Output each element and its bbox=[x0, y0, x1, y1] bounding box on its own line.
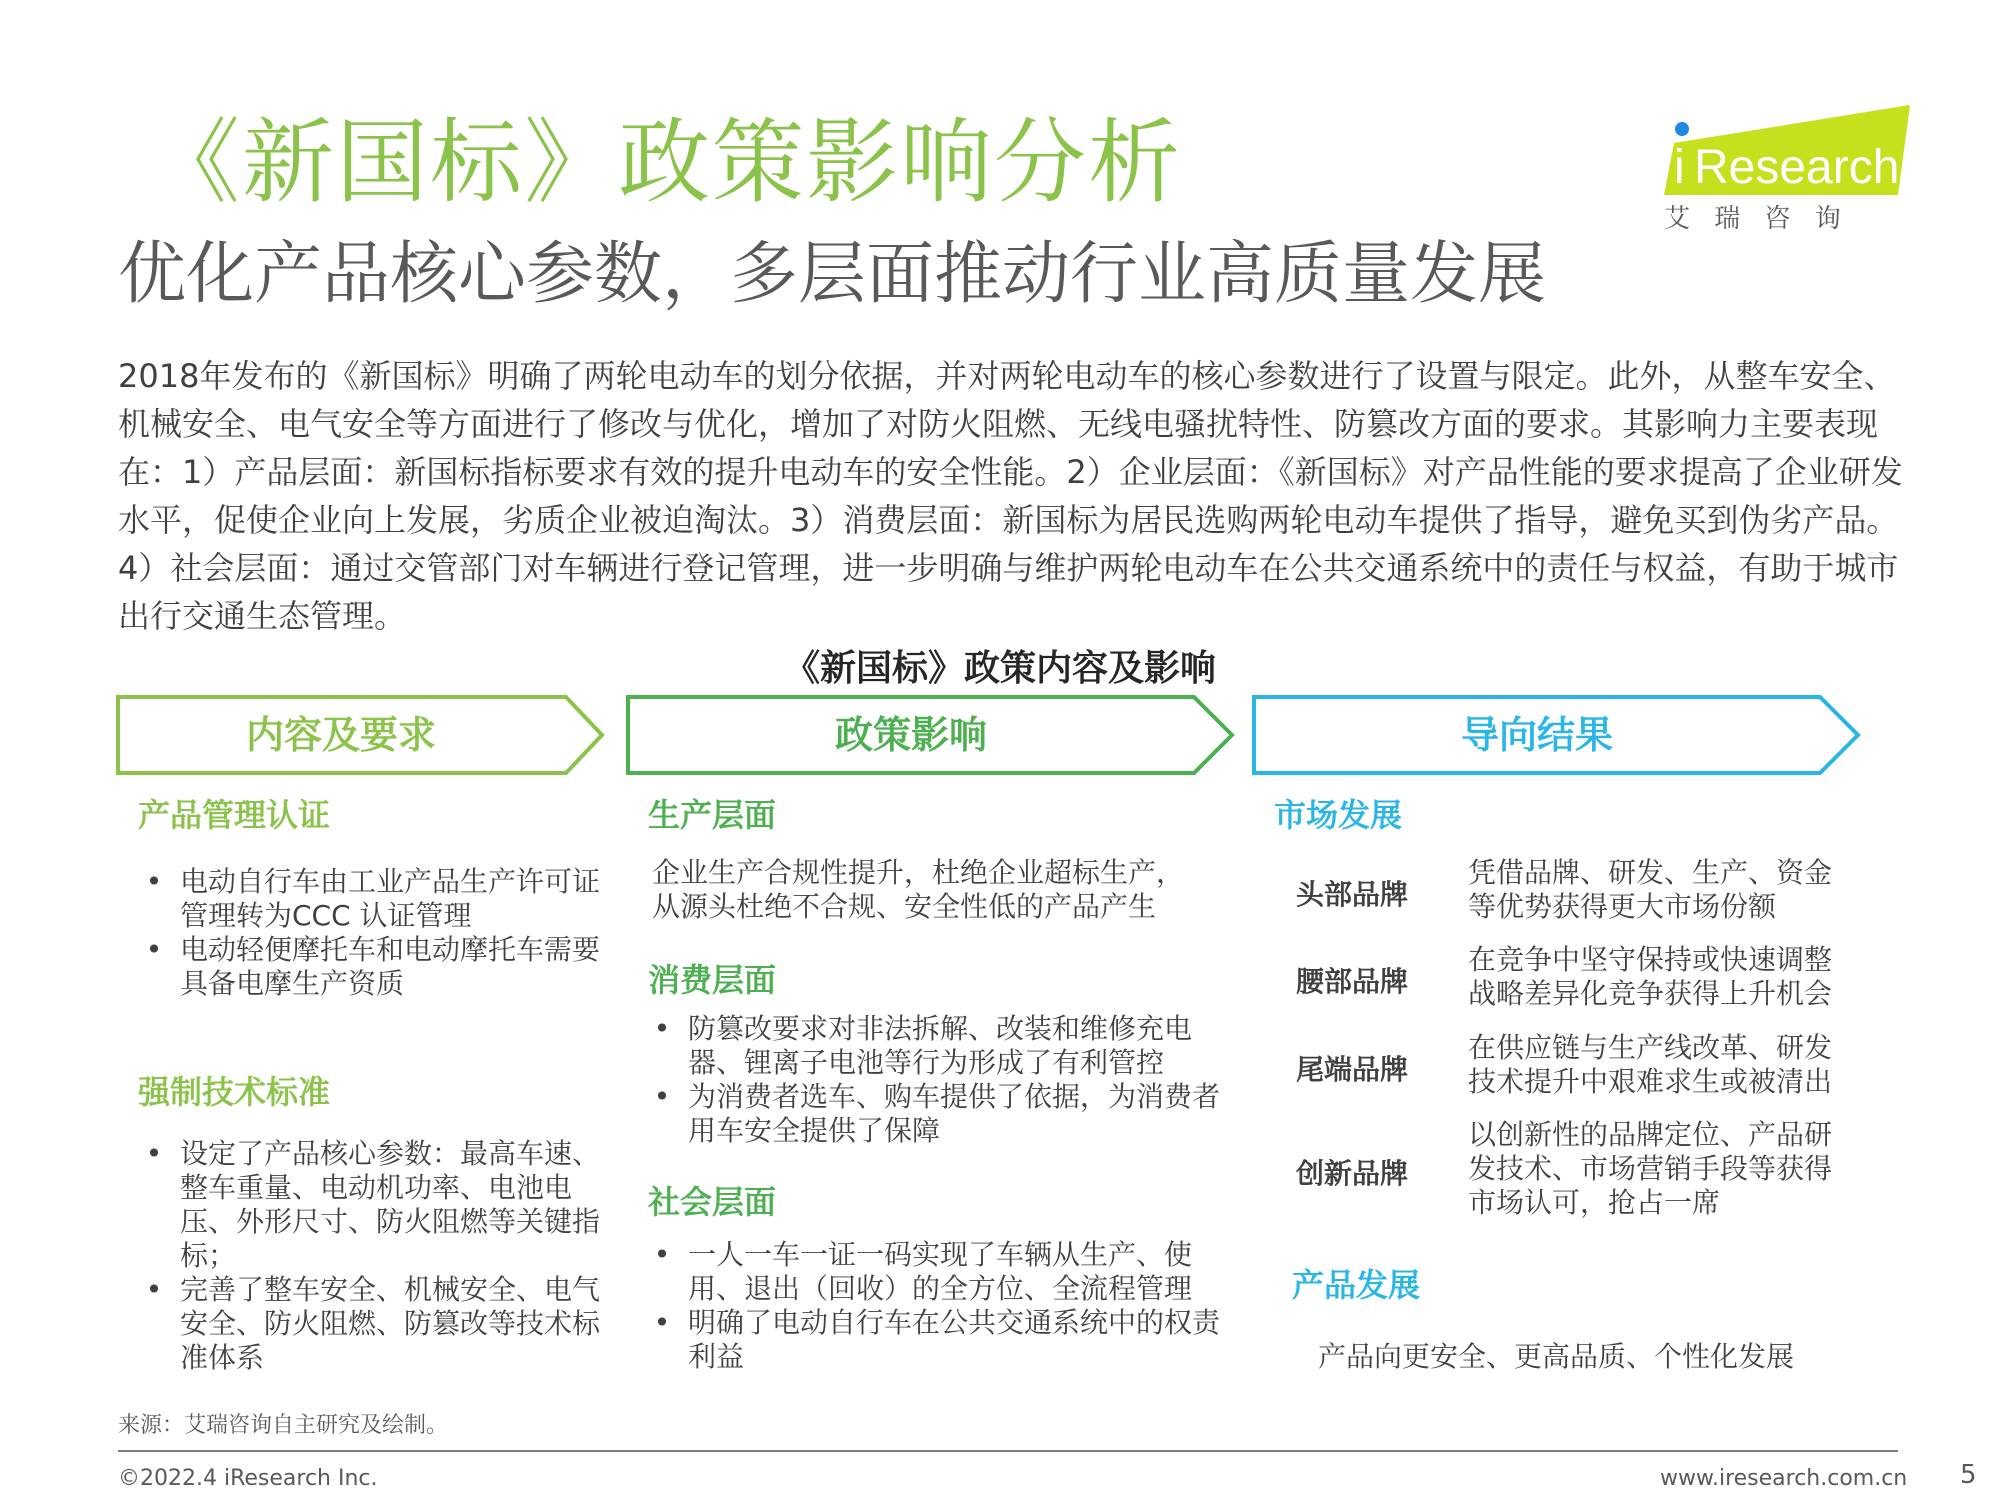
col3-product-text: 产品向更安全、更高品质、个性化发展 bbox=[1318, 1340, 1795, 1373]
col1-section-title: 产品管理认证 bbox=[138, 796, 331, 834]
col2-list bbox=[652, 1238, 1228, 1374]
list-item: • 电动自行车由工业产品生产许可证管理转为CCC 认证管理 bbox=[180, 865, 600, 933]
list-item: • 电动轻便摩托车和电动摩托车需要具备电摩生产资质 bbox=[180, 933, 600, 1001]
website-link[interactable]: www.iresearch.com.cn bbox=[1660, 1466, 1908, 1491]
list-item: • 一人一车一证一码实现了车辆从生产、使用、退出（回收）的全方位、全流程管理 bbox=[688, 1238, 1228, 1306]
brand-name: 头部品牌 bbox=[1296, 878, 1409, 911]
col3-section-title: 市场发展 bbox=[1274, 796, 1403, 834]
col2-section-title: 消费层面 bbox=[648, 961, 777, 999]
list-item: • 设定了产品核心参数：最高车速、整车重量、电动机功率、电池电压、外形尺寸、防火阻燃等关键指标； bbox=[180, 1137, 600, 1273]
footer-divider bbox=[118, 1450, 1898, 1452]
list-item: • 防篡改要求对非法拆解、改装和维修充电器、锂离子电池等行为形成了有利管控 bbox=[688, 1012, 1228, 1080]
brand-desc: 以创新性的品牌定位、产品研发技术、市场营销手段等获得市场认可，抢占一席 bbox=[1468, 1118, 1833, 1219]
list-item: • 完善了整车安全、机械安全、电气安全、防火阻燃、防篡改等技术标准体系 bbox=[180, 1273, 600, 1375]
page-title: 《新国标》政策影响分析 bbox=[148, 109, 1183, 216]
col2-production-text: 企业生产合规性提升，杜绝企业超标生产，从源头杜绝不合规、安全性低的产品产生 bbox=[652, 856, 1185, 923]
logo-i: i bbox=[1674, 141, 1685, 194]
page-subtitle: 优化产品核心参数，多层面推动行业高质量发展 bbox=[118, 235, 1547, 314]
intro-paragraph: 2018年发布的《新国标》明确了两轮电动车的划分依据，并对两轮电动车的核心参数进行了设置与限定。此外，从整车安全、机械安全、电气安全等方面进行了修改与优化，增加了对防火阻燃、无线电骚扰特性、防篡改方面的要求。其影响力主要表现在：1）产品层面：新国标指标要求有效的提升电动车的安全性能。2）企业层面：《新国标》对产品性能的要求提高了企业研发水平，促使企业向上发展，劣质企业被迫淘汰。3）消费层面：新国标为居民选购两轮电动车提供了指导，避免买到伪劣产品。4）社会层面：通过交管部门对车辆进行登记管理，进一步明确与维护两轮电动车在公共交通系统中的责任与权益，有助于城市出行交通生态管理。 bbox=[118, 357, 1903, 635]
brand-desc: 凭借品牌、研发、生产、资金等优势获得更大市场份额 bbox=[1468, 856, 1833, 923]
copyright: ©2022.4 iResearch Inc. bbox=[118, 1466, 378, 1491]
brand-desc: 在竞争中坚守保持或快速调整战略差异化竞争获得上升机会 bbox=[1468, 943, 1833, 1010]
col1-list bbox=[144, 865, 600, 1001]
col2-heading: 政策影响 bbox=[834, 713, 987, 757]
diagram-title: 《新国标》政策内容及影响 bbox=[783, 648, 1216, 689]
col1-heading: 内容及要求 bbox=[245, 713, 436, 757]
brand-name: 创新品牌 bbox=[1296, 1157, 1409, 1190]
col2-list bbox=[652, 1012, 1228, 1148]
list-item: • 为消费者选车、购车提供了依据，为消费者用车安全提供了保障 bbox=[688, 1080, 1228, 1148]
col1-list bbox=[144, 1137, 600, 1375]
brand-name: 尾端品牌 bbox=[1296, 1053, 1409, 1086]
col3-heading: 导向结果 bbox=[1460, 713, 1613, 757]
brand-name: 腰部品牌 bbox=[1296, 965, 1409, 998]
list-item: • 明确了电动自行车在公共交通系统中的权责利益 bbox=[688, 1306, 1228, 1374]
page-number: 5 bbox=[1960, 1460, 1977, 1490]
source-note: 来源：艾瑞咨询自主研究及绘制。 bbox=[118, 1413, 449, 1438]
col1-section-title: 强制技术标准 bbox=[138, 1073, 331, 1111]
logo-brand: Research bbox=[1694, 141, 1900, 194]
logo-mark-icon bbox=[1660, 105, 1920, 235]
brand-desc: 在供应链与生产线改革、研发技术提升中艰难求生或被清出 bbox=[1468, 1031, 1833, 1098]
col2-section-title: 社会层面 bbox=[648, 1183, 777, 1221]
col3-section-title: 产品发展 bbox=[1292, 1266, 1421, 1304]
iresearch-logo bbox=[1660, 105, 1920, 235]
logo-chinese: 艾 瑞 咨 询 bbox=[1664, 204, 1849, 234]
col2-section-title: 生产层面 bbox=[648, 796, 777, 834]
